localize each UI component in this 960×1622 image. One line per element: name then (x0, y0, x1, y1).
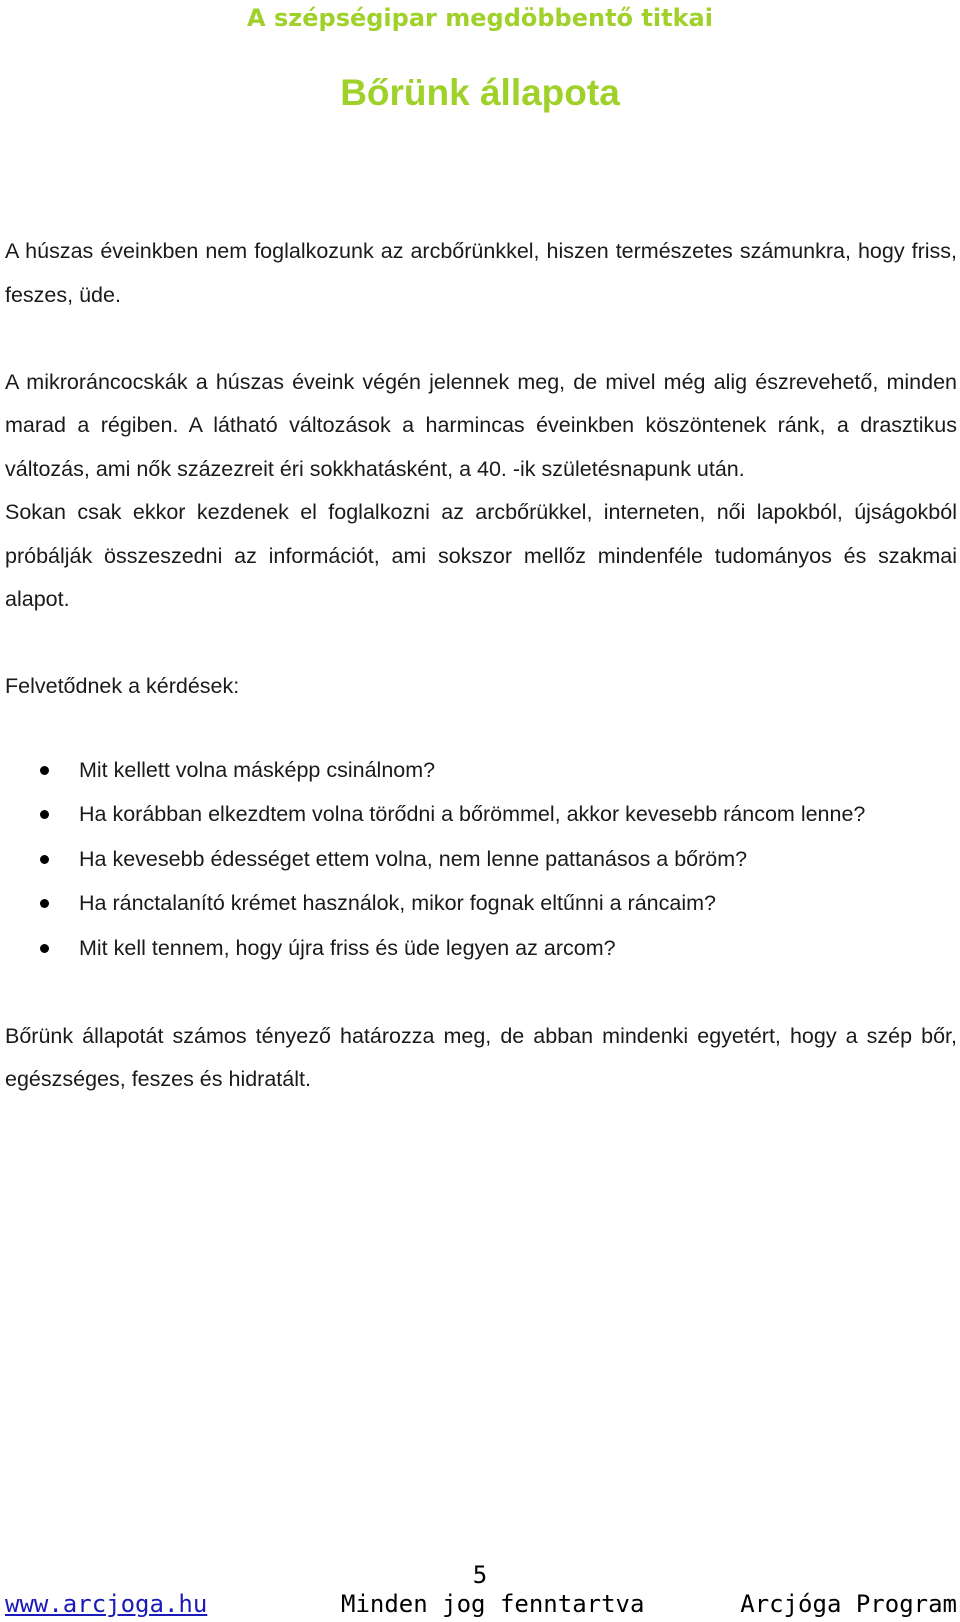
bullet-icon (40, 899, 49, 908)
document-body (5, 230, 957, 1102)
bullet-icon (40, 855, 49, 864)
question-text: Mit kellett volna másképp csinálnom? (79, 757, 436, 782)
list-item (5, 793, 957, 837)
bullet-icon (40, 944, 49, 953)
list-item (5, 838, 957, 882)
paragraph-changes: A mikroráncocskák a húszas éveink végén jelennek meg, de mivel még alig észrevehető, minden marad a régiben. A látható változások a harmincas éveinkben köszöntenek ránk, a drasztikus változás, ami nők százezreit éri sokkhatásként, a 40. -ik születésnapunk után. (5, 369, 957, 481)
footer-program: Arcjóga Program (740, 1590, 957, 1618)
list-item (5, 749, 957, 793)
question-text: Ha ránctalanító krémet használok, mikor fognak eltűnni a ráncaim? (79, 891, 716, 915)
page-footer (5, 1590, 957, 1620)
page-number: 5 (472, 1561, 488, 1589)
bullet-icon (40, 810, 49, 819)
bullet-icon (40, 766, 49, 775)
paragraph-sources: Sokan csak ekkor kezdenek el foglalkozni az arcbőrükkel, interneten, női lapokból, újságokból próbálják összeszedni az információt, ami sokszor mellőz mindenféle tudományos és szakmai alapot. (5, 500, 957, 611)
website-link[interactable]: www.arcjoga.hu (5, 1590, 208, 1618)
questions-list (5, 749, 957, 971)
list-item (5, 882, 957, 926)
document-header-title: A szépségipar megdöbbentő titkai (247, 4, 713, 32)
question-text: Ha kevesebb édességet ettem volna, nem lenne pattanásos a bőröm? (79, 846, 748, 871)
list-item (5, 927, 957, 971)
question-text: Ha korábban elkezdtem volna törődni a bőrömmel, akkor kevesebb ráncom lenne? (79, 802, 866, 826)
question-text: Mit kell tennem, hogy újra friss és üde legyen az arcom? (79, 935, 616, 960)
paragraph-conclusion: Bőrünk állapotát számos tényező határozza meg, de abban mindenki egyetért, hogy a szép bőr, egészséges, feszes és hidratált. (5, 1023, 957, 1091)
page-title: Bőrünk állapota (340, 72, 620, 113)
paragraph-questions-intro: Felvetődnek a kérdések: (5, 674, 240, 698)
footer-rights: Minden jog fenntartva (341, 1590, 645, 1618)
paragraph-intro: A húszas éveinkben nem foglalkozunk az arcbőrünkkel, hiszen természetes számunkra, hogy friss, feszes, üde. (5, 239, 957, 307)
